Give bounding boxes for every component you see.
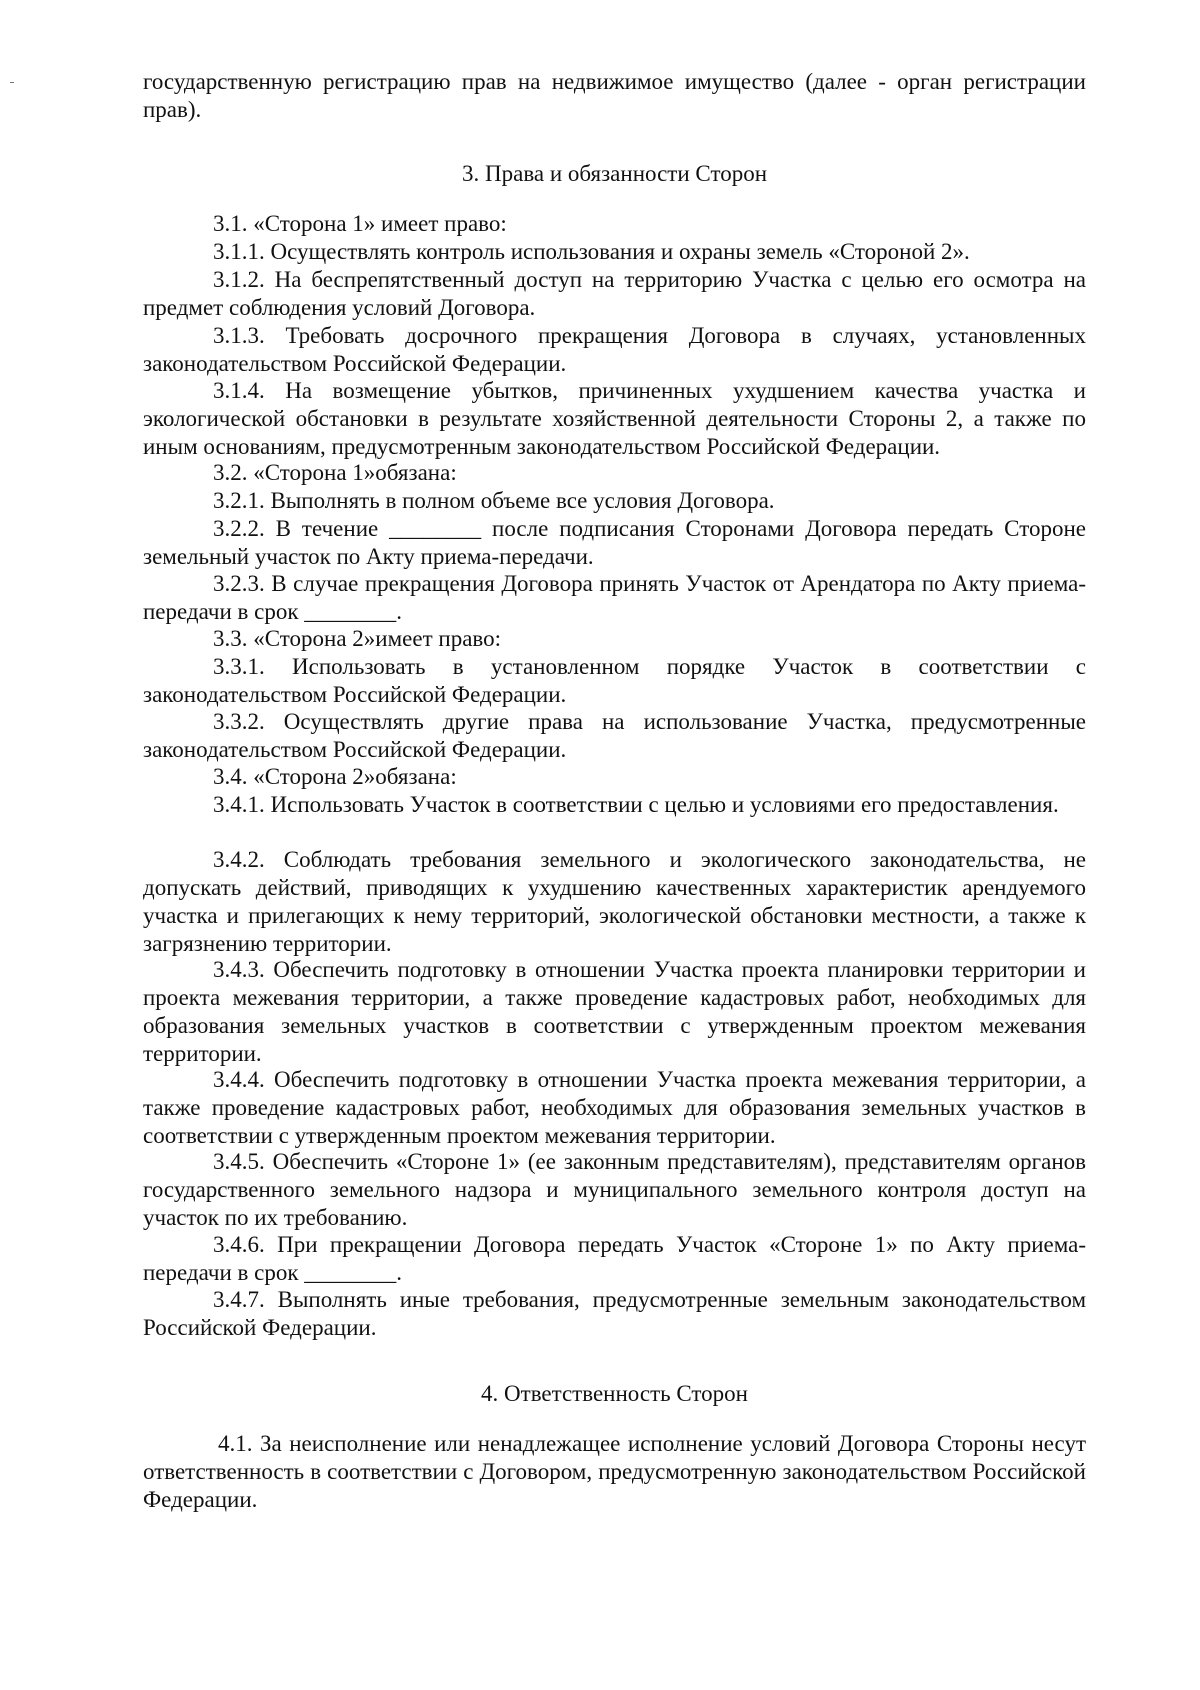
clause-3-2-2: 3.2.2. В течение ________ после подписания Сторонами Договора передать Стороне земельный участок по Акту приема-передачи. [143, 516, 1086, 569]
clause-3-3: 3.3. «Сторона 2»имеет право: [213, 626, 501, 651]
clause-3-4-2: 3.4.2. Соблюдать требования земельного и экологического законодательства, не допускать действий, приводящих к ухудшению качественных характеристик арендуемого участка и прилегающих к нему территорий, экологической обстановки местности, а также к загрязнению территории. [143, 847, 1086, 956]
clause-3-1-2: 3.1.2. На беспрепятственный доступ на территорию Участка с целью его осмотра на предмет соблюдения условий Договора. [143, 267, 1086, 320]
clause-3-4-5: 3.4.5. Обеспечить «Стороне 1» (ее законным представителям), представителям органов государственного земельного надзора и муниципального земельного контроля доступ на участок по их требованию. [143, 1149, 1086, 1230]
section-4-heading: 4. Ответственность Сторон [481, 1381, 748, 1406]
section-3-heading: 3. Права и обязанности Сторон [462, 161, 767, 186]
clause-3-1-1: 3.1.1. Осуществлять контроль использования и охраны земель «Стороной 2». [213, 239, 970, 264]
clause-3-1: 3.1. «Сторона 1» имеет право: [213, 211, 507, 236]
clause-3-2-3: 3.2.3. В случае прекращения Договора принять Участок от Арендатора по Акту приема-передачи в срок ________. [143, 571, 1086, 624]
clause-3-4-6: 3.4.6. При прекращении Договора передать Участок «Стороне 1» по Акту приема-передачи в срок ________. [143, 1232, 1086, 1285]
clause-3-4-1: 3.4.1. Использовать Участок в соответствии с целью и условиями его предоставления. [213, 792, 1059, 817]
clause-3-4: 3.4. «Сторона 2»обязана: [213, 764, 457, 789]
clause-3-4-4: 3.4.4. Обеспечить подготовку в отношении Участка проекта межевания территории, а также проведение кадастровых работ, необходимых для образования земельных участков в соответствии с утвержденным проектом межевания территории. [143, 1067, 1086, 1148]
clause-3-1-4: 3.1.4. На возмещение убытков, причиненных ухудшением качества участка и экологической обстановки в результате хозяйственной деятельности Стороны 2, а также по иным основаниям, предусмотренным законодательством Российской Федерации. [143, 378, 1086, 459]
clause-4-1: 4.1. За неисполнение или ненадлежащее исполнение условий Договора Стороны несут ответственность в соответствии с Договором, предусмотренную законодательством Российской Федерации. [143, 1431, 1086, 1512]
clause-3-3-1: 3.3.1. Использовать в установленном порядке Участок в соответствии с законодательством Российской Федерации. [143, 654, 1086, 707]
scan-mark [10, 82, 14, 83]
clause-3-4-7: 3.4.7. Выполнять иные требования, предусмотренные земельным законодательством Российской Федерации. [143, 1287, 1086, 1340]
clause-3-2-1: 3.2.1. Выполнять в полном объеме все условия Договора. [213, 488, 775, 513]
clause-3-1-3: 3.1.3. Требовать досрочного прекращения Договора в случаях, установленных законодательством Российской Федерации. [143, 323, 1086, 376]
clause-3-2: 3.2. «Сторона 1»обязана: [213, 460, 457, 485]
clause-3-4-3: 3.4.3. Обеспечить подготовку в отношении Участка проекта планировки территории и проекта межевания территории, а также проведение кадастровых работ, необходимых для образования земельных участков в соответствии с утвержденным проектом межевания территории. [143, 957, 1086, 1066]
clause-3-3-2: 3.3.2. Осуществлять другие права на использование Участка, предусмотренные законодательством Российской Федерации. [143, 709, 1086, 762]
intro-paragraph: государственную регистрацию прав на недвижимое имущество (далее - орган регистрации прав). [143, 69, 1086, 122]
